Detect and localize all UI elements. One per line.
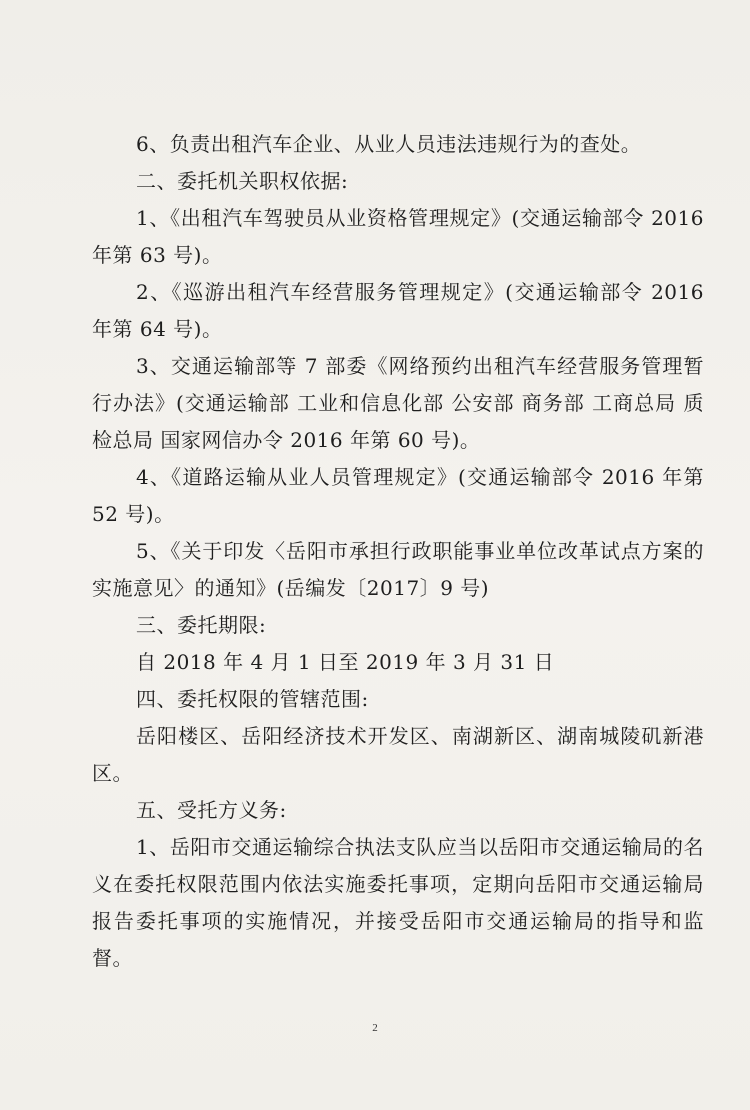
term-dates: 自 2018 年 4 月 1 日至 2019 年 3 月 31 日 <box>136 650 555 674</box>
basis-item-3: 3、交通运输部等 7 部委《网络预约出租汽车经营服务管理暂行办法》(交通运输部 工业和信息化部 公安部 商务部 工商总局 质检总局 国家网信办令 2016 年第 60 号)。 <box>92 354 704 452</box>
section-heading-jurisdiction: 四、委托权限的管辖范围: <box>136 687 369 711</box>
basis-item-5: 5、《关于印发〈岳阳市承担行政职能事业单位改革试点方案的实施意见〉的通知》(岳编发〔2017〕9 号) <box>92 539 704 600</box>
page-number: 2 <box>372 1022 378 1034</box>
jurisdiction-areas: 岳阳楼区、岳阳经济技术开发区、南湖新区、湖南城陵矶新港区。 <box>92 724 704 785</box>
obligation-item-1: 1、岳阳市交通运输综合执法支队应当以岳阳市交通运输局的名义在委托权限范围内依法实施委托事项，定期向岳阳市交通运输局报告委托事项的实施情况，并接受岳阳市交通运输局的指导和监督。 <box>92 835 704 970</box>
basis-item-2: 2、《巡游出租汽车经营服务管理规定》(交通运输部令 2016 年第 64 号)。 <box>92 280 704 341</box>
section-heading-authority-basis: 二、委托机关职权依据: <box>136 169 349 193</box>
section-heading-term: 三、委托期限: <box>136 613 267 637</box>
section-heading-obligations: 五、受托方义务: <box>136 798 287 822</box>
basis-item-1: 1、《出租汽车驾驶员从业资格管理规定》(交通运输部令 2016 年第 63 号)。 <box>92 206 704 267</box>
document-body <box>92 126 704 977</box>
basis-item-4: 4、《道路运输从业人员管理规定》(交通运输部令 2016 年第 52 号)。 <box>92 465 704 526</box>
paragraph-item-6: 6、负责出租汽车企业、从业人员违法违规行为的查处。 <box>136 132 642 156</box>
